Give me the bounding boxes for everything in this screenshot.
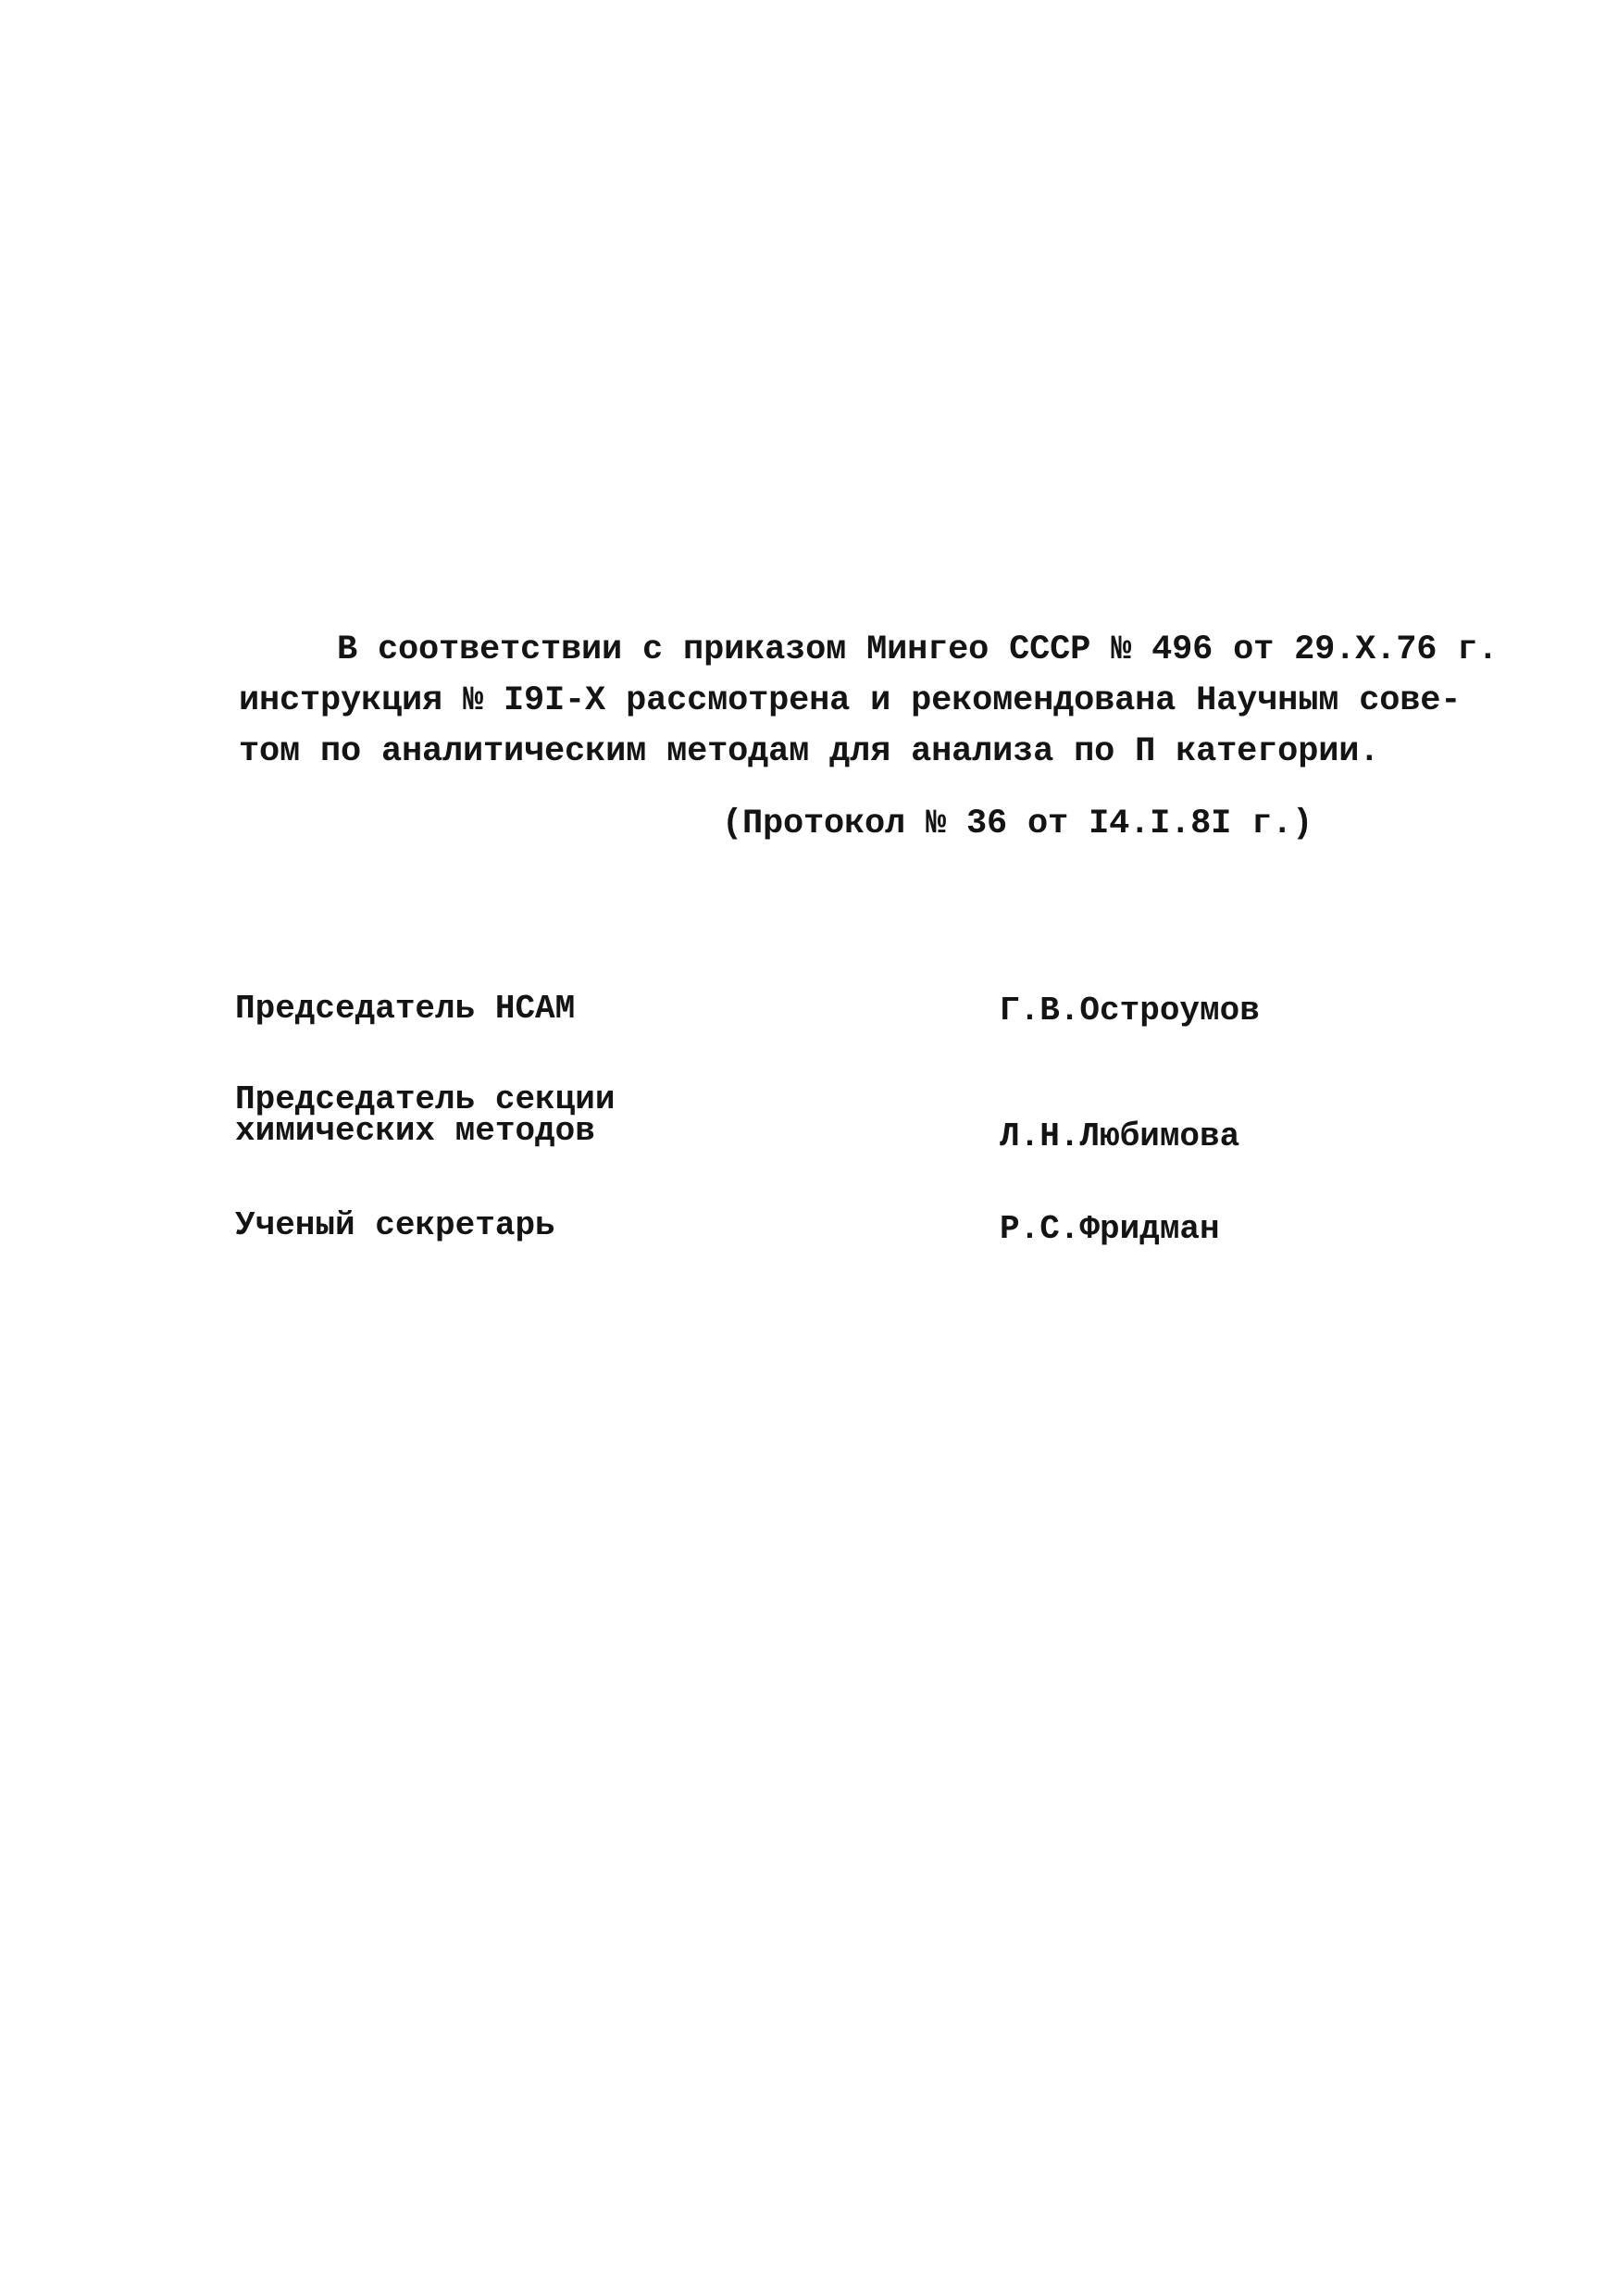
approval-paragraph-line-2: инструкция № I9I-Х рассмотрена и рекомендована Научным сове- — [239, 681, 1462, 720]
signature-role-secretary: Ученый секретарь — [235, 1206, 555, 1244]
signature-name-section-chairman: Л.Н.Любимова — [1000, 1117, 1240, 1155]
approval-paragraph-line-1: В соответствии с приказом Мингео СССР № 496 от 29.Х.76 г. — [337, 630, 1499, 669]
protocol-reference: (Протокол № 36 от I4.I.8I г.) — [722, 805, 1313, 843]
approval-paragraph-line-3: том по аналитическим методам для анализа по П категории. — [239, 732, 1380, 771]
signature-name-chairman: Г.В.Остроумов — [1000, 992, 1260, 1029]
signature-name-secretary: Р.С.Фридман — [1000, 1210, 1220, 1248]
signature-role-section-chairman-line-1: Председатель секции — [235, 1080, 616, 1118]
signature-role-section-chairman-line-2: химических методов — [235, 1112, 595, 1150]
signature-role-chairman: Председатель НСАМ — [235, 990, 576, 1028]
